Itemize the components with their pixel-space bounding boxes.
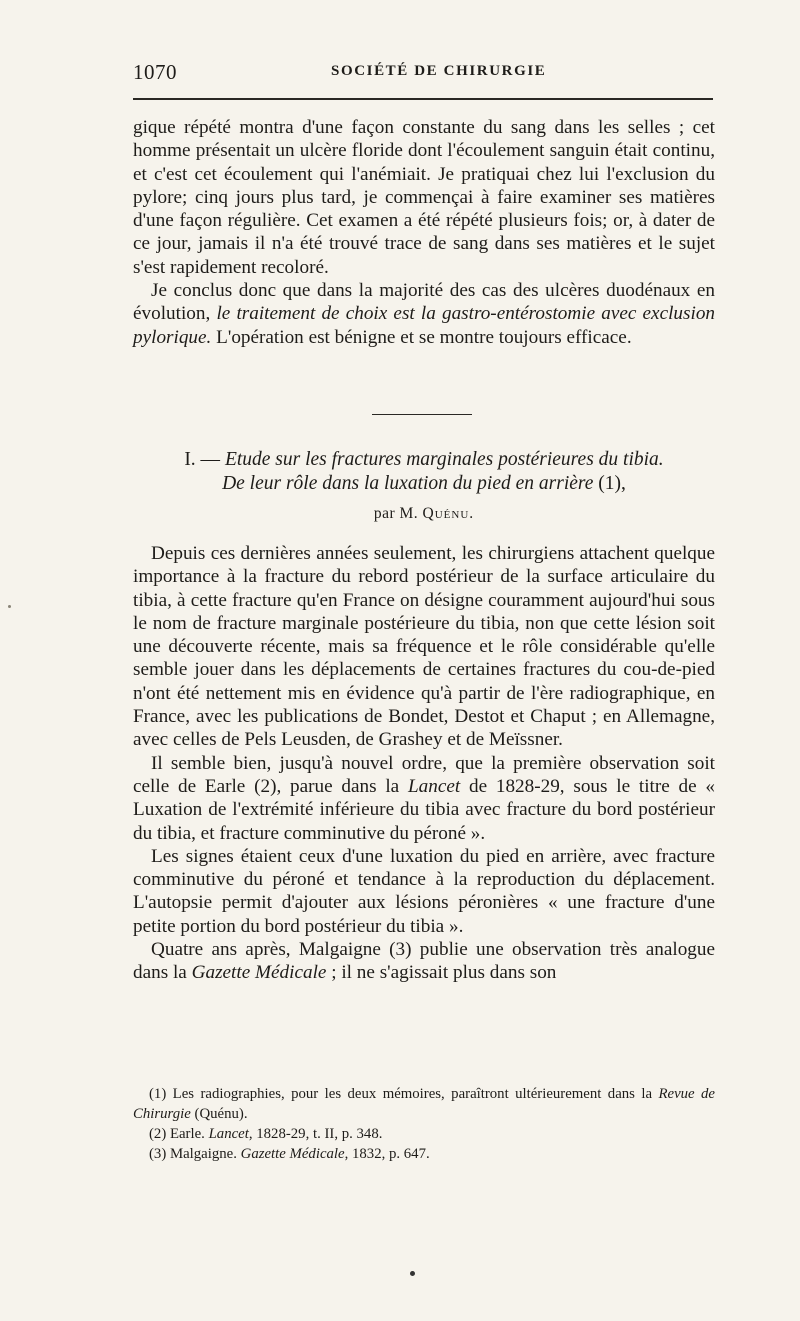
- paragraph-text: Les signes étaient ceux d'une luxation du pied en arrière, avec fracture comminutive du péroné et tendance à la reproduction du déplacement. L'autopsie permit d'ajouter aux lésions péronières « une fracture d'une petite portion du bord postérieur du tibia ».: [133, 845, 715, 937]
- footnote-italic: Lancet: [208, 1126, 249, 1142]
- footnotes: [133, 1084, 715, 1164]
- running-title: SOCIÉTÉ DE CHIRURGIE: [331, 63, 547, 79]
- footnote-text: (2) Earle.: [149, 1126, 209, 1142]
- footnote-italic: Revue de Chirurgie: [133, 1086, 715, 1122]
- footnote-text: , 1832, p. 647.: [344, 1146, 430, 1162]
- italic-text: le traitement de choix est la gastro-entérostomie avec exclusion pylorique.: [133, 303, 716, 348]
- paragraph-text: de 1828-29, sous le titre de « Luxation de l'extrémité inférieure du tibia avec fracture du bord postérieur du tibia, et fracture comminutive du péroné ».: [133, 775, 716, 844]
- footnote-text: , 1828-29, t. II, p. 348.: [248, 1126, 383, 1142]
- paragraph: [133, 542, 715, 752]
- author-prefix: par M.: [373, 505, 423, 522]
- footnote-text: (Quénu).: [190, 1106, 248, 1122]
- author-name: Quénu.: [422, 505, 475, 522]
- footnote-1: [133, 1084, 715, 1124]
- paragraph-text: Depuis ces dernières années seulement, les chirurgiens attachent quelque importance à la fracture du rebord postérieur de la surface articulaire du tibia, à cette fracture qu'en France on désigne couramment aujourd'hui sous le nom de fracture marginale postérieure du tibia, non que cette lésion soit une découverte récente, mais sa fréquence et le rôle considérable qu'elle semble jouer dans les déplacements de certaines fractures du cou-de-pied n'ont été nettement mis en évidence qu'à partir de l'ère radiographique, en France, avec les publications de Bondet, Destot et Chaput ; en Allemagne, avec celles de Pels Leusden, de Grashey et de Meïssner.: [133, 543, 715, 751]
- footnote-text: (1) Les radiographies, pour les deux mémoires, paraîtront ultérieurement dans la: [149, 1086, 659, 1102]
- section-separator: [372, 414, 472, 415]
- footnote-3: [133, 1144, 715, 1164]
- page-number: 1070: [133, 60, 177, 84]
- footnote-ref: (1),: [593, 473, 626, 494]
- footnote-2: [133, 1124, 715, 1144]
- article-title-line-2: De leur rôle dans la luxation du pied en arrière: [222, 473, 594, 494]
- paragraph-text: gique répété montra d'une façon constante du sang dans les selles ; cet homme présentait un ulcère floride dont l'écoulement sanguin était continu, et c'est cet écoulement qui l'anémiait. Je pratiquai chez lui l'exclusion du pylore; cinq jours plus tard, je commençai à faire examiner ses matières d'une façon régulière. Cet examen a été répété plusieurs fois; or, à dater de ce jour, jamais il n'a été trouvé trace de sang dans ses matières et le sujet s'est rapidement recoloré.: [133, 117, 715, 278]
- previous-article-ending: [133, 116, 715, 349]
- italic-text: Gazette Médicale: [191, 962, 327, 984]
- header-rule: [133, 98, 713, 100]
- paragraph-text: Quatre ans après, Malgaigne (3) publie une observation très analogue dans la: [133, 939, 715, 984]
- article-number: I. —: [184, 449, 225, 470]
- page-header: [133, 58, 713, 88]
- paragraph: [133, 279, 715, 349]
- article-title-line-1: Etude sur les fractures marginales postérieures du tibia.: [224, 449, 664, 470]
- paragraph-text: ; il ne s'agissait plus dans son: [326, 962, 557, 984]
- paper-speck: [8, 605, 11, 608]
- printer-mark: [410, 1271, 415, 1276]
- paragraph: [133, 752, 715, 845]
- article-title: [133, 448, 715, 496]
- article-body: [133, 542, 715, 985]
- paragraph-text: Il semble bien, jusqu'à nouvel ordre, que la première observation soit celle de Earle (2), parue dans la: [133, 752, 715, 797]
- italic-text: Lancet: [407, 775, 461, 797]
- paragraph-text: Je conclus donc que dans la majorité des cas des ulcères duodénaux en évolution,: [133, 280, 715, 325]
- paragraph: [133, 116, 715, 279]
- paragraph: [133, 938, 715, 985]
- paragraph-text: L'opération est bénigne et se montre toujours efficace.: [211, 326, 632, 348]
- footnote-text: (3) Malgaigne.: [149, 1146, 241, 1162]
- paragraph: [133, 845, 715, 938]
- footnote-italic: Gazette Médicale: [240, 1146, 345, 1162]
- article-author: [133, 505, 715, 523]
